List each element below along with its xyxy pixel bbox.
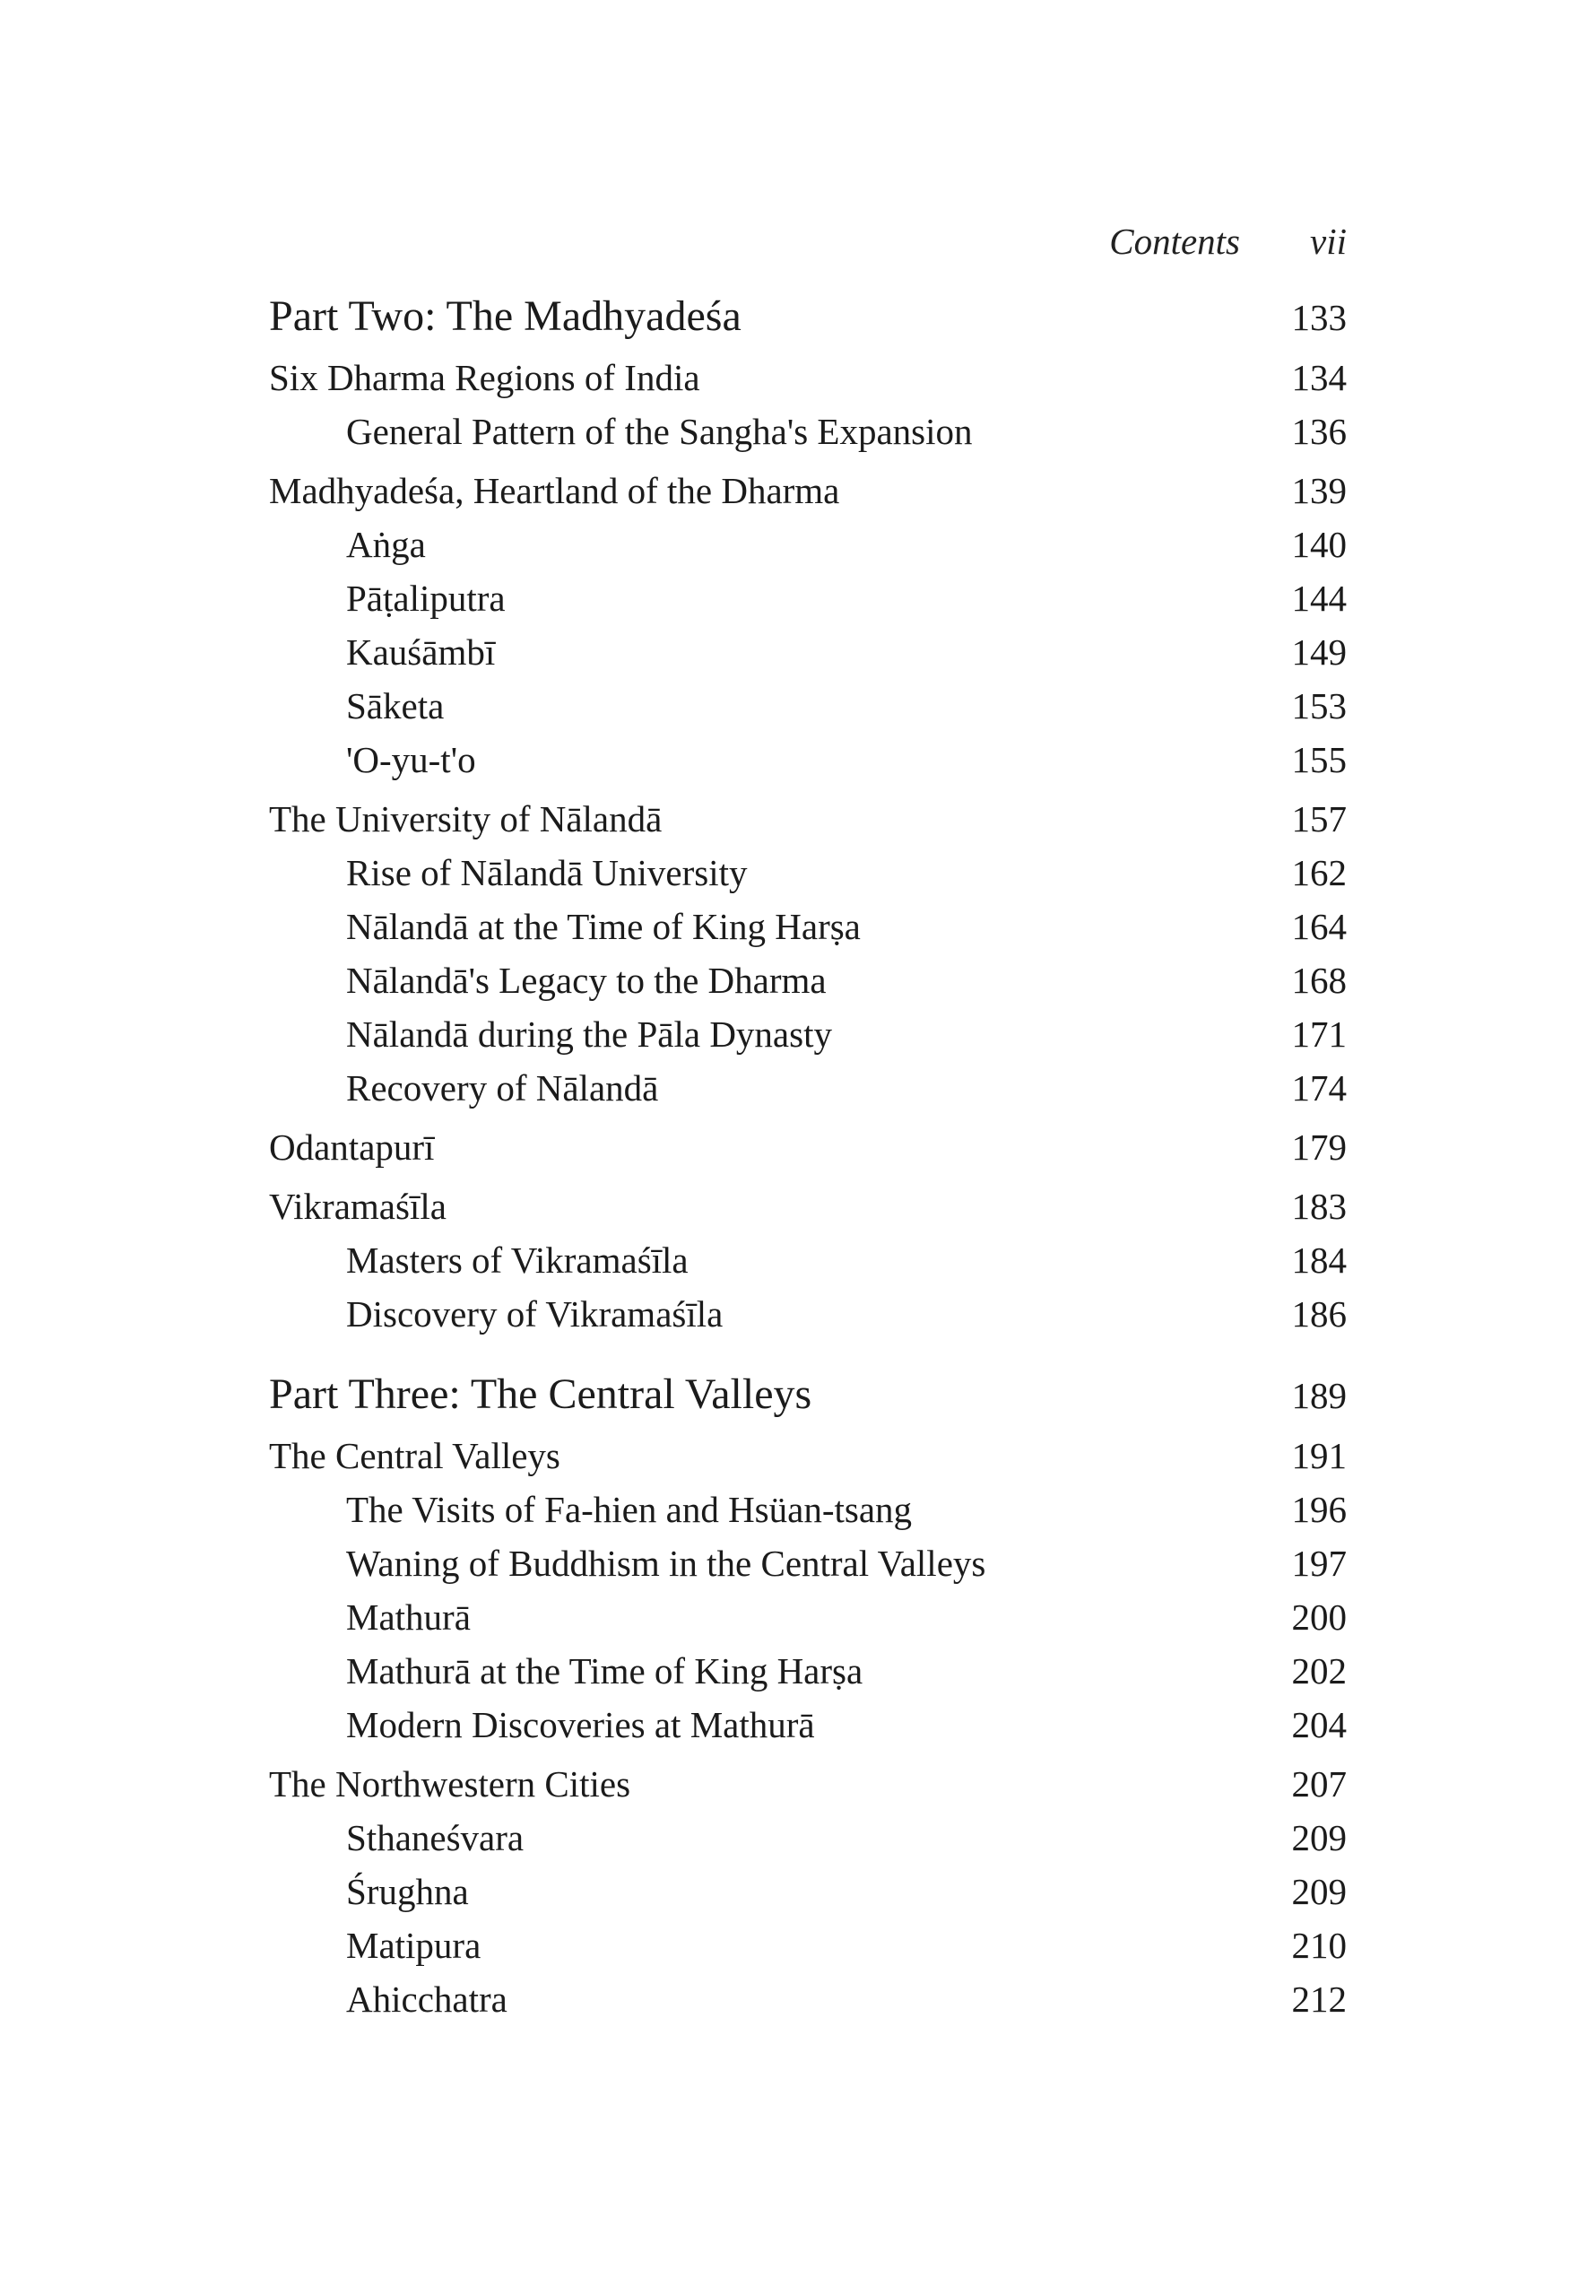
toc-entry-page-number: 133	[1291, 297, 1347, 338]
toc-entry-label: Mathurā	[346, 1596, 471, 1638]
toc-entry-page-number: 162	[1291, 852, 1347, 893]
toc-entry-page-number: 140	[1291, 524, 1347, 565]
toc-entry-label: Kauśāmbī	[346, 631, 496, 673]
toc-entry-page-number: 196	[1291, 1489, 1347, 1530]
running-header-page-number: vii	[1310, 221, 1347, 262]
toc-entry-label: Sthaneśvara	[346, 1817, 525, 1858]
toc-entry-page-number: 202	[1291, 1650, 1347, 1692]
toc-entry	[269, 679, 1347, 733]
toc-entry-page-number: 136	[1291, 411, 1347, 452]
toc-entry-page-number: 149	[1291, 631, 1347, 673]
toc-entry-label: Odantapurī	[269, 1126, 435, 1168]
toc-entry-page-number: 155	[1291, 739, 1347, 780]
toc-entry	[269, 1233, 1347, 1287]
toc-entry-label: Part Three: The Central Valleys	[269, 1370, 812, 1418]
toc-entry	[269, 1590, 1347, 1644]
toc-entry	[269, 1757, 1347, 1811]
toc-entry-label: Masters of Vikramaśīla	[346, 1239, 689, 1281]
toc-entry-label: Pāṭaliputra	[346, 578, 506, 619]
toc-entry	[269, 1429, 1347, 1483]
toc-entry	[269, 1972, 1347, 2026]
toc-entry-label: The Central Valleys	[269, 1435, 560, 1476]
toc-entry-label: Matipura	[346, 1925, 481, 1966]
toc-entry-label: Mathurā at the Time of King Harṣa	[346, 1650, 863, 1692]
toc-entry-page-number: 204	[1291, 1704, 1347, 1745]
toc-entry-label: General Pattern of the Sangha's Expansion	[346, 411, 973, 452]
toc-entry-page-number: 171	[1291, 1013, 1347, 1055]
toc-entry-page-number: 184	[1291, 1239, 1347, 1281]
toc-entry-label: Discovery of Vikramaśīla	[346, 1293, 724, 1335]
toc-entry-page-number: 174	[1291, 1067, 1347, 1109]
toc-entry	[269, 1811, 1347, 1865]
toc-list	[269, 288, 1347, 2026]
toc-entry	[269, 571, 1347, 625]
running-header-title: Contents	[1109, 221, 1241, 262]
toc-entry-page-number: 164	[1291, 906, 1347, 947]
toc-entry	[269, 1061, 1347, 1115]
toc-entry-page-number: 179	[1291, 1126, 1347, 1168]
toc-entry-page-number: 139	[1291, 470, 1347, 511]
toc-entry	[269, 1698, 1347, 1752]
toc-entry-page-number: 168	[1291, 960, 1347, 1001]
toc-entry	[269, 351, 1347, 404]
toc-entry-label: The Northwestern Cities	[269, 1763, 631, 1805]
toc-entry	[269, 1120, 1347, 1174]
toc-entry-label: Part Two: The Madhyadeśa	[269, 292, 742, 340]
toc-entry	[269, 846, 1347, 900]
toc-entry	[269, 1179, 1347, 1233]
toc-entry-label: Ahicchatra	[346, 1979, 507, 2020]
toc-entry	[269, 404, 1347, 458]
toc-entry-label: The Visits of Fa-hien and Hsüan-tsang	[346, 1489, 913, 1530]
toc-entry	[269, 792, 1347, 846]
toc-entry-label: Rise of Nālandā University	[346, 852, 748, 893]
toc-entry-label: Nālandā at the Time of King Harṣa	[346, 906, 861, 947]
toc-entry-page-number: 210	[1291, 1925, 1347, 1966]
toc-entry-label: Madhyadeśa, Heartland of the Dharma	[269, 470, 840, 511]
toc-entry	[269, 1007, 1347, 1061]
toc-entry	[269, 1536, 1347, 1590]
toc-entry-page-number: 197	[1291, 1543, 1347, 1584]
toc-entry-label: Aṅga	[346, 524, 426, 565]
toc-entry-page-number: 200	[1291, 1596, 1347, 1638]
toc-entry	[269, 1366, 1347, 1423]
toc-entry-page-number: 157	[1291, 798, 1347, 839]
toc-entry-page-number: 134	[1291, 357, 1347, 398]
toc-entry	[269, 464, 1347, 517]
toc-entry	[269, 1865, 1347, 1918]
toc-entry	[269, 1644, 1347, 1698]
toc-entry	[269, 1287, 1347, 1341]
toc-entry	[269, 733, 1347, 787]
toc-entry-label: 'O-yu-t'o	[346, 739, 476, 780]
toc-entry-label: The University of Nālandā	[269, 798, 663, 839]
toc-entry-label: Modern Discoveries at Mathurā	[346, 1704, 815, 1745]
toc-entry-label: Recovery of Nālandā	[346, 1067, 659, 1109]
toc-entry-page-number: 207	[1291, 1763, 1347, 1805]
toc-entry-page-number: 189	[1291, 1375, 1347, 1416]
page-content	[269, 220, 1347, 2026]
toc-entry-page-number: 144	[1291, 578, 1347, 619]
toc-entry	[269, 517, 1347, 571]
toc-entry-page-number: 212	[1291, 1979, 1347, 2020]
running-header	[269, 220, 1347, 263]
toc-entry-label: Sāketa	[346, 685, 445, 726]
toc-entry-page-number: 183	[1291, 1186, 1347, 1227]
toc-entry	[269, 1483, 1347, 1536]
toc-entry-page-number: 153	[1291, 685, 1347, 726]
toc-entry-label: Śrughna	[346, 1871, 469, 1912]
toc-entry	[269, 625, 1347, 679]
toc-entry-page-number: 191	[1291, 1435, 1347, 1476]
toc-entry	[269, 900, 1347, 953]
toc-entry	[269, 953, 1347, 1007]
toc-entry-label: Vikramaśīla	[269, 1186, 447, 1227]
toc-entry-page-number: 209	[1291, 1871, 1347, 1912]
toc-entry-label: Six Dharma Regions of India	[269, 357, 700, 398]
toc-entry-label: Nālandā's Legacy to the Dharma	[346, 960, 827, 1001]
toc-entry-label: Waning of Buddhism in the Central Valleys	[346, 1543, 986, 1584]
toc-entry-page-number: 209	[1291, 1817, 1347, 1858]
toc-entry	[269, 1918, 1347, 1972]
toc-entry-label: Nālandā during the Pāla Dynasty	[346, 1013, 832, 1055]
toc-entry	[269, 288, 1347, 345]
toc-entry-page-number: 186	[1291, 1293, 1347, 1335]
